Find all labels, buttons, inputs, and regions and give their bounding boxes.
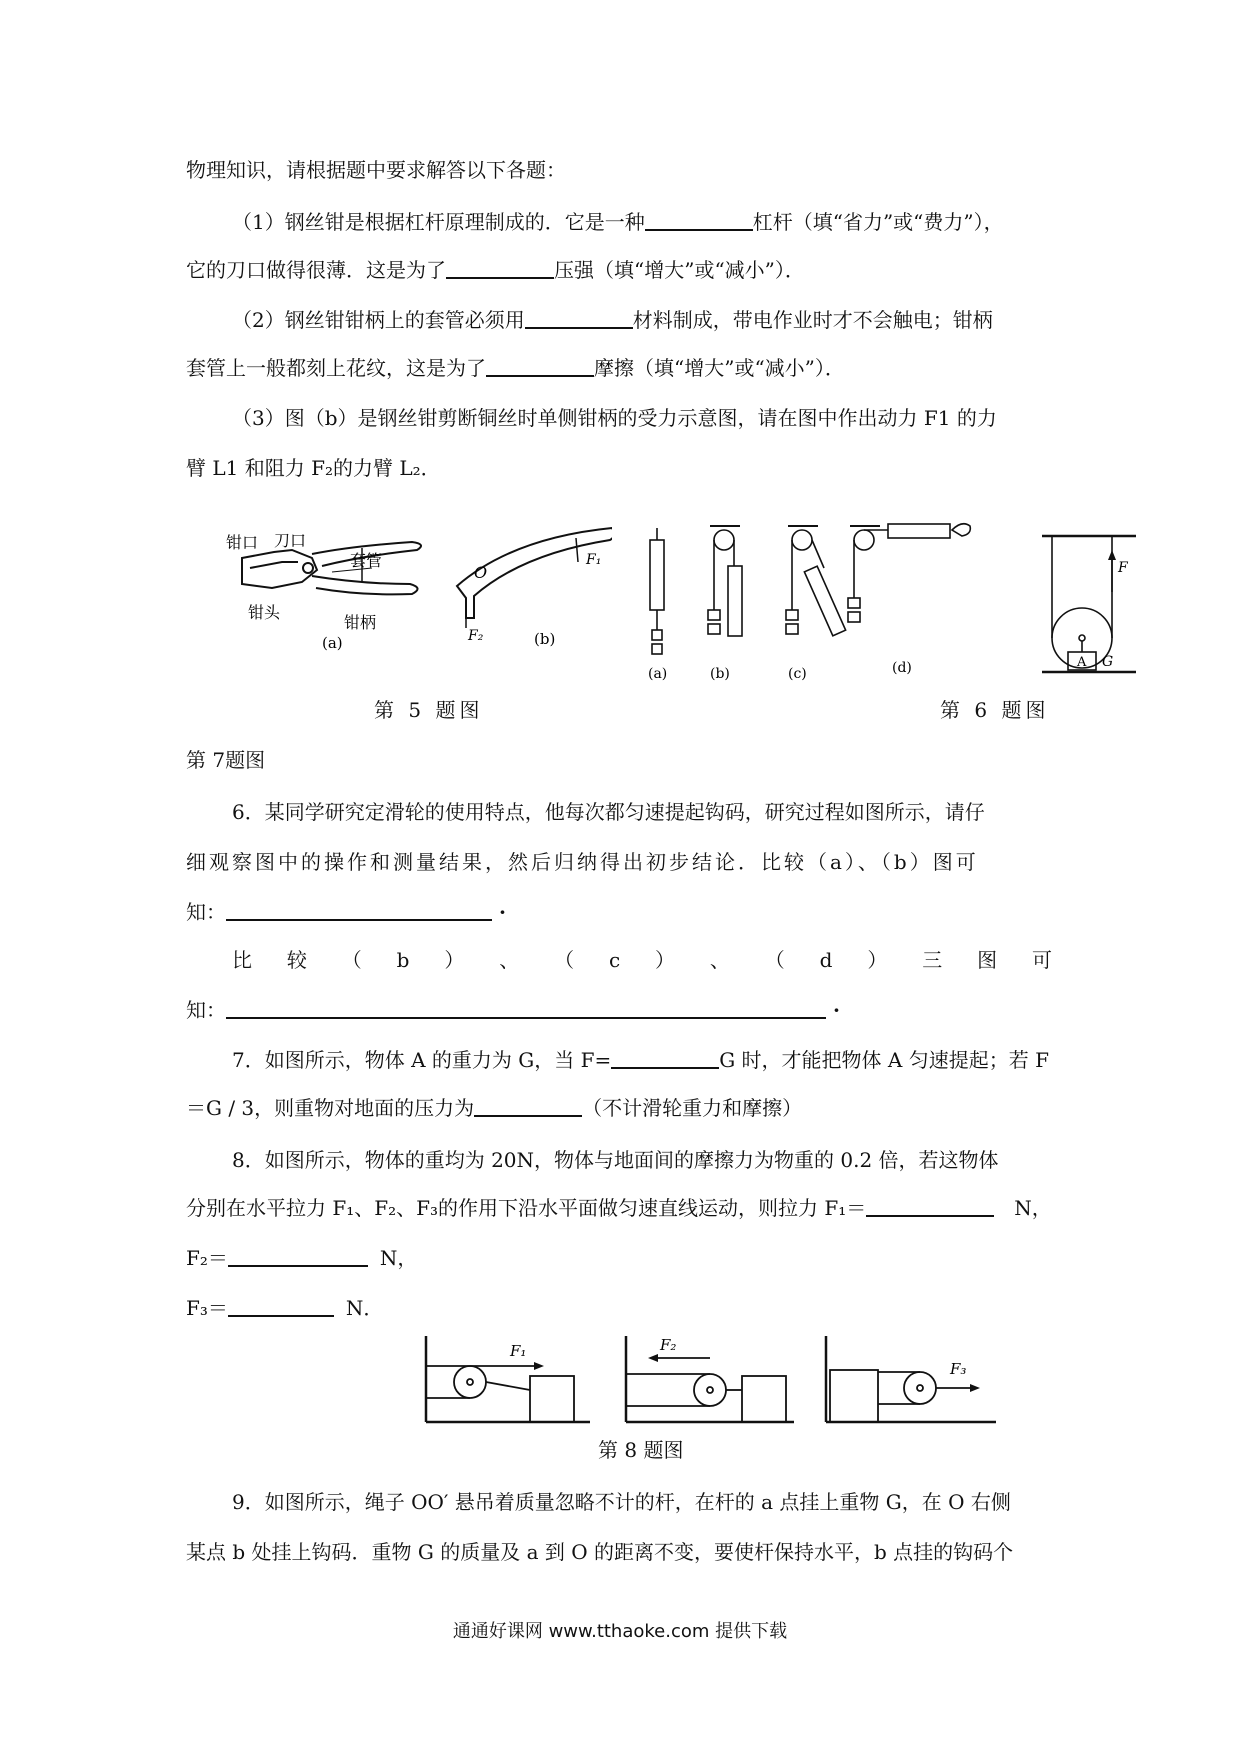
pulley-c bbox=[792, 530, 812, 550]
label-handle: 钳柄 bbox=[344, 613, 377, 632]
answer-blank[interactable] bbox=[525, 309, 633, 329]
q9-line-b: 某点 b 处挂上钩码．重物 G 的质量及 a 到 O 的距离不变，要使杆保持水平，b 点挂的钩码个 bbox=[186, 1540, 1014, 1564]
figure-5 bbox=[212, 518, 612, 653]
label-6b: (b) bbox=[710, 666, 730, 682]
label-6c: (c) bbox=[788, 666, 807, 682]
q8-line-c: F₂＝ N， bbox=[186, 1246, 418, 1270]
answer-blank[interactable] bbox=[446, 259, 554, 279]
q5-1-line-b: 它的刀口做得很薄．这是为了 压强（填“增大”或“减小”）． bbox=[186, 258, 805, 282]
label-f1: F₁ bbox=[586, 552, 602, 568]
q5-3-line-b: 臂 L1 和阻力 F₂的力臂 L₂． bbox=[186, 456, 441, 480]
label-g: G bbox=[1102, 654, 1114, 670]
q5-1-line-a: （1）钢丝钳是根据杠杆原理制成的．它是一种 杠杆（填“省力”或“费力”）， bbox=[232, 210, 1004, 234]
label-cutting-edge: 刀口 bbox=[274, 531, 307, 550]
figure-6 bbox=[640, 518, 1000, 688]
label-head: 钳头 bbox=[248, 603, 281, 622]
label-b: (b) bbox=[534, 630, 556, 648]
pliers-drawing-a bbox=[242, 542, 421, 594]
caption-fig8: 第 8 题图 bbox=[598, 1438, 684, 1462]
q6-line-d: 比 较 （ b ） 、 （ c ） 、 （ d ） 三 图 可 bbox=[232, 948, 1052, 972]
block-f2 bbox=[742, 1376, 786, 1422]
label-pivot-o: O bbox=[474, 563, 488, 582]
label-sleeve: 套管 bbox=[350, 551, 383, 570]
intro-line: 物理知识，请根据题中要求解答以下各题： bbox=[186, 158, 566, 182]
label-fig8-f2: F₂ bbox=[660, 1336, 677, 1354]
q5-2-line-b: 套管上一般都刻上花纹，这是为了 摩擦（填“增大”或“减小”）． bbox=[186, 356, 845, 380]
answer-blank[interactable] bbox=[645, 211, 753, 231]
caption-fig7: 第 7题图 bbox=[186, 748, 266, 772]
pulley-f3 bbox=[904, 1372, 936, 1404]
answer-blank[interactable] bbox=[228, 1247, 368, 1267]
page-footer: 通通好课网 www.tthaoke.com 提供下载 bbox=[452, 1621, 788, 1642]
answer-blank[interactable] bbox=[228, 1297, 334, 1317]
label-6a: (a) bbox=[648, 666, 668, 682]
spring-scale-d bbox=[888, 524, 950, 538]
pulley-f1 bbox=[454, 1366, 486, 1398]
label-jaw: 钳口 bbox=[226, 533, 259, 552]
arrow-left-icon bbox=[648, 1354, 658, 1362]
q5-3-line-a: （3）图（b）是钢丝钳剪断铜丝时单侧钳柄的受力示意图，请在图中作出动力 F1 的力 bbox=[232, 406, 997, 430]
q6-line-b: 细观察图中的操作和测量结果，然后归纳得出初步结论．比较（a）、（b）图可 bbox=[186, 850, 979, 874]
q7-line-a: 7．如图所示，物体 A 的重力为 G，当 F= G 时，才能把物体 A 匀速提起；若 F bbox=[232, 1048, 1049, 1072]
q8-line-a: 8．如图所示，物体的重均为 20N，物体与地面间的摩擦力为物重的 0.2 倍，若这物体 bbox=[232, 1148, 999, 1172]
q8-line-b: 分别在水平拉力 F₁、F₂、F₃的作用下沿水平面做匀速直线运动，则拉力 F₁＝ N， bbox=[186, 1196, 1052, 1220]
q6-line-a: 6．某同学研究定滑轮的使用特点，他每次都匀速提起钩码，研究过程如图所示，请仔 bbox=[232, 800, 985, 824]
arrow-up-icon bbox=[1108, 550, 1116, 560]
pulley-f2 bbox=[694, 1374, 726, 1406]
answer-blank[interactable] bbox=[486, 357, 594, 377]
q8-line-d: F₃＝ N． bbox=[186, 1296, 384, 1320]
answer-blank[interactable] bbox=[474, 1097, 582, 1117]
arrow-right-icon bbox=[534, 1362, 544, 1370]
label-6d: (d) bbox=[892, 660, 912, 676]
block-f1 bbox=[530, 1376, 574, 1422]
figure-7 bbox=[1040, 532, 1136, 682]
answer-blank[interactable] bbox=[226, 901, 492, 921]
spring-scale-a bbox=[650, 540, 664, 610]
caption-fig6: 第 6 题图 bbox=[940, 698, 1050, 722]
block-f3 bbox=[830, 1370, 878, 1422]
arrow-right-icon bbox=[970, 1384, 980, 1392]
label-block-a: A bbox=[1077, 655, 1087, 670]
figure-8 bbox=[420, 1330, 1000, 1430]
answer-blank[interactable] bbox=[226, 999, 826, 1019]
label-f2: F₂ bbox=[468, 628, 484, 644]
label-f: F bbox=[1118, 560, 1128, 576]
q5-2-line-a: （2）钢丝钳钳柄上的套管必须用 材料制成，带电作业时才不会触电；钳柄 bbox=[232, 308, 993, 332]
q9-line-a: 9．如图所示，绳子 OO′ 悬吊着质量忽略不计的杆，在杆的 a 点挂上重物 G，在 O 右侧 bbox=[232, 1490, 1011, 1514]
pulley-d bbox=[854, 530, 874, 550]
label-fig8-f1: F₁ bbox=[510, 1342, 527, 1360]
label-a: (a) bbox=[322, 634, 343, 652]
answer-blank[interactable] bbox=[611, 1049, 719, 1069]
q6-line-c: 知： · bbox=[186, 900, 506, 924]
caption-fig5: 第 5 题图 bbox=[374, 698, 484, 722]
pulley-b bbox=[714, 530, 734, 550]
q6-line-e: 知： · bbox=[186, 998, 840, 1022]
answer-blank[interactable] bbox=[866, 1197, 994, 1217]
label-fig8-f3: F₃ bbox=[950, 1360, 967, 1378]
q7-line-b: ＝G / 3，则重物对地面的压力为 （不计滑轮重力和摩擦） bbox=[186, 1096, 803, 1120]
